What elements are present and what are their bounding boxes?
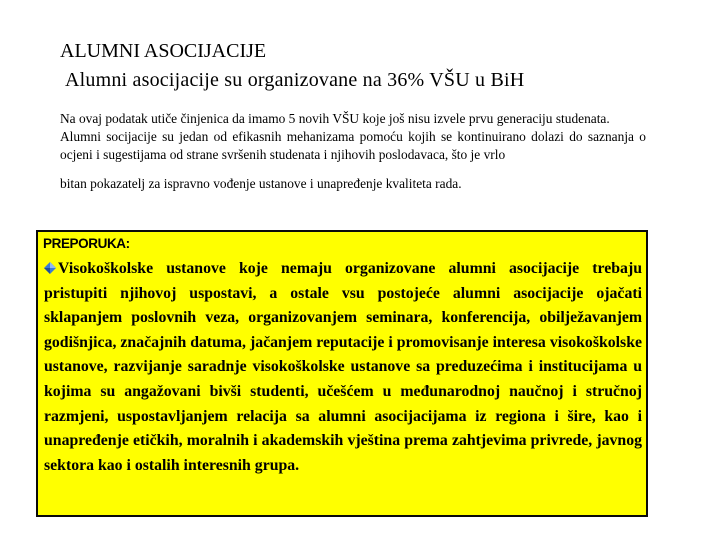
slide-subtitle: Alumni asocijacije su organizovane na 36% VŠU u BiH bbox=[65, 69, 525, 91]
recommendation-heading: PREPORUKA: bbox=[43, 236, 130, 251]
recommendation-box bbox=[36, 230, 648, 517]
intro-paragraph-1: Na ovaj podatak utiče činjenica da imamo 5 novih VŠU koje još nisu izvele prvu generaciju studenata. bbox=[60, 111, 610, 126]
recommendation-body bbox=[44, 257, 642, 478]
intro-text bbox=[60, 110, 646, 193]
diamond-bullet-icon bbox=[44, 262, 56, 274]
recommendation-text: Visokoškolske ustanove koje nemaju organizovane alumni asocijacije trebaju pristupiti njihovoj uspostavi, a ostale vsu postojeće alumni asocijacije ojačati sklapanjem poslovnih veza, organizovanjem seminara, konferencija, obilježavanjem godišnjica, značajnih datuma, jačanjem reputacije i promovisanje interesa visokoškolske ustanove, razvijanje saradnje visokoškolske ustanove sa preduzećima i institucijama u kojima su angažovani bivši studenti, učešćem u međunarodnoj naučnoj i stručnoj razmjeni, uspostavljanjem relacija sa alumni asocijacijama iz regiona i šire, kao i unapređenje etičkih, moralnih i akademskih vještina prema zahtjevima privrede, javnog sektora kao i ostalih interesnih grupa. bbox=[44, 260, 642, 474]
slide-title: ALUMNI ASOCIJACIJE bbox=[60, 40, 267, 62]
intro-paragraph-2: Alumni socijacije su jedan od efikasnih mehanizama pomoću kojih se kontinuirano dolazi do saznanja o ocjeni i sugestijama od strane svršenih studenata i njihovih poslodavaca, što je vrlo bbox=[60, 129, 646, 162]
intro-paragraph-2-end: bitan pokazatelj za ispravno vođenje ustanove i unapređenje kvaliteta rada. bbox=[60, 176, 462, 191]
